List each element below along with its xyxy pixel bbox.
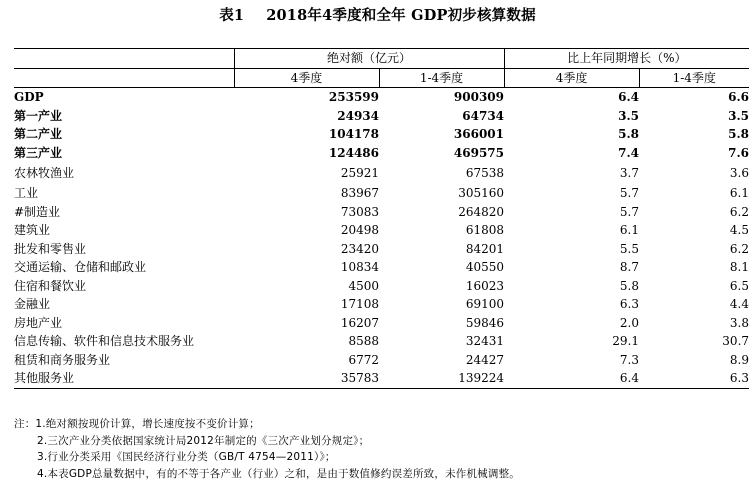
- note-4: 4.本表GDP总量数据中，有的不等于各产业（行业）之和，是由于数值修约误差所致，未作机械调整。: [37, 467, 520, 480]
- cell-growth-q4: 5.5: [619, 241, 640, 256]
- cell-abs-q4: 104178: [328, 127, 379, 141]
- cell-growth-q1-4: 6.1: [729, 186, 750, 200]
- header-abs-q1-4: 1-4季度: [379, 68, 504, 88]
- cell-growth-q4: 8.7: [619, 260, 640, 274]
- cell-abs-q4: 16207: [340, 315, 379, 330]
- cell-abs-q1-4: 40550: [465, 260, 505, 274]
- header-blank: [14, 49, 234, 69]
- cell-abs-q1-4: 32431: [465, 334, 505, 348]
- row-name: 房地产业: [14, 315, 63, 330]
- cell-abs-q1-4: 61808: [465, 223, 505, 237]
- table-title-text: 2018年4季度和全年 GDP初步核算数据: [266, 7, 536, 24]
- gdp-table: [14, 48, 749, 389]
- table-number: 表1: [219, 7, 245, 24]
- row-name: 农林牧渔业: [14, 165, 75, 180]
- cell-abs-q1-4: 366001: [453, 127, 505, 141]
- table-row: [14, 314, 749, 333]
- cell-abs-q4: 24934: [337, 108, 379, 123]
- table-row: [14, 107, 749, 126]
- cell-abs-q4: 35783: [234, 369, 379, 388]
- row-name: 交通运输、仓储和邮政业: [14, 260, 147, 274]
- cell-growth-q4: 6.4: [618, 90, 640, 104]
- table-row: [14, 258, 749, 277]
- cell-growth-q4: 5.8: [619, 278, 640, 293]
- header-growth-q4: 4季度: [504, 68, 639, 88]
- cell-abs-q1-4: 69100: [465, 297, 505, 311]
- row-name: 其他服务业: [14, 369, 234, 388]
- row-name: #制造业: [14, 204, 61, 219]
- row-name: GDP: [14, 90, 44, 104]
- table-row: [14, 203, 749, 222]
- cell-abs-q1-4: 264820: [458, 204, 505, 219]
- cell-abs-q4: 23420: [340, 241, 379, 256]
- table-row: [14, 88, 749, 107]
- cell-growth-q1-4: 6.6: [728, 90, 750, 104]
- cell-growth-q4: 5.7: [619, 204, 640, 219]
- table-row: [14, 277, 749, 296]
- note-2: 2.三次产业分类依据国家统计局2012年制定的《三次产业划分规定》；: [37, 434, 370, 447]
- cell-growth-q4: 29.1: [612, 334, 640, 348]
- row-name: 批发和零售业: [14, 241, 87, 256]
- cell-abs-q1-4: 469575: [453, 145, 505, 160]
- cell-growth-q4: 3.7: [619, 165, 640, 180]
- row-name: 工业: [14, 186, 39, 200]
- table-row: [14, 295, 749, 314]
- cell-growth-q4: 7.4: [618, 145, 640, 160]
- cell-abs-q1-4: 24427: [465, 352, 505, 367]
- note-1: 注：1.绝对额按现价计算，增长速度按不变价计算；: [14, 418, 260, 430]
- cell-growth-q4: 6.1: [619, 223, 640, 237]
- table-row: [14, 332, 749, 351]
- cell-abs-q4: 4500: [348, 278, 379, 293]
- cell-abs-q4: 83967: [340, 186, 379, 200]
- cell-growth-q1-4: 6.5: [729, 278, 750, 293]
- cell-growth-q1-4: 8.1: [729, 260, 750, 274]
- cell-abs-q4: 8588: [348, 334, 379, 348]
- cell-growth-q1-4: 6.2: [729, 241, 750, 256]
- header-abs-q4: 4季度: [234, 68, 379, 88]
- cell-abs-q4: 73083: [340, 204, 379, 219]
- cell-abs-q1-4: 59846: [465, 315, 505, 330]
- row-name: 第三产业: [14, 145, 63, 160]
- cell-abs-q1-4: 84201: [465, 241, 505, 256]
- cell-abs-q4: 10834: [340, 260, 379, 274]
- cell-growth-q4: 5.8: [618, 127, 640, 141]
- table-row: [14, 162, 749, 184]
- cell-abs-q1-4: 64734: [462, 108, 505, 123]
- table-title: [0, 4, 755, 25]
- cell-abs-q1-4: 139224: [379, 369, 504, 388]
- cell-abs-q4: 25921: [340, 165, 379, 180]
- cell-growth-q4: 5.7: [619, 186, 640, 200]
- cell-abs-q1-4: 900309: [453, 90, 505, 104]
- row-name: 租赁和商务服务业: [14, 352, 111, 367]
- cell-growth-q1-4: 6.3: [639, 369, 749, 388]
- cell-growth-q4: 7.3: [619, 352, 640, 367]
- cell-growth-q4: 6.3: [619, 297, 640, 311]
- cell-growth-q1-4: 4.4: [729, 297, 750, 311]
- table-row: [14, 221, 749, 240]
- table-row: [14, 184, 749, 203]
- cell-abs-q1-4: 16023: [465, 278, 505, 293]
- cell-growth-q1-4: 30.7: [722, 334, 750, 348]
- cell-growth-q4: 6.4: [504, 369, 639, 388]
- cell-abs-q4: 124486: [328, 145, 379, 160]
- note-3: 3.行业分类采用《国民经济行业分类（GB/T 4754—2011）》；: [37, 451, 336, 464]
- cell-growth-q1-4: 8.9: [729, 352, 750, 367]
- cell-abs-q4: 6772: [348, 352, 379, 367]
- cell-abs-q1-4: 305160: [458, 186, 505, 200]
- table-row: [14, 125, 749, 144]
- cell-growth-q1-4: 3.6: [729, 165, 750, 180]
- cell-growth-q4: 3.5: [618, 108, 640, 123]
- cell-abs-q1-4: 67538: [465, 165, 505, 180]
- row-name: 住宿和餐饮业: [14, 278, 87, 293]
- header-growth-q1-4: 1-4季度: [639, 68, 749, 88]
- row-name: 金融业: [14, 297, 51, 311]
- row-name: 第一产业: [14, 108, 63, 123]
- row-name: 信息传输、软件和信息技术服务业: [14, 334, 195, 348]
- row-name: 第二产业: [14, 127, 63, 141]
- cell-growth-q1-4: 4.5: [729, 223, 750, 237]
- cell-growth-q1-4: 6.2: [729, 204, 750, 219]
- header-absolute-group: 绝对额（亿元）: [234, 49, 504, 69]
- header-growth-group: 比上年同期增长（%）: [504, 49, 749, 69]
- cell-growth-q1-4: 7.6: [728, 145, 750, 160]
- cell-abs-q4: 20498: [340, 223, 379, 237]
- cell-growth-q1-4: 3.5: [728, 108, 750, 123]
- cell-growth-q1-4: 5.8: [728, 127, 750, 141]
- cell-abs-q4: 253599: [328, 90, 379, 104]
- cell-growth-q1-4: 3.8: [729, 315, 750, 330]
- row-name: 建筑业: [14, 223, 51, 237]
- table-row: [14, 240, 749, 259]
- header-blank-2: [14, 68, 234, 88]
- cell-abs-q4: 17108: [340, 297, 379, 311]
- table-row: [14, 369, 749, 388]
- table-notes: [14, 416, 749, 482]
- cell-growth-q4: 2.0: [619, 315, 640, 330]
- table-row: [14, 144, 749, 163]
- table-row: [14, 351, 749, 370]
